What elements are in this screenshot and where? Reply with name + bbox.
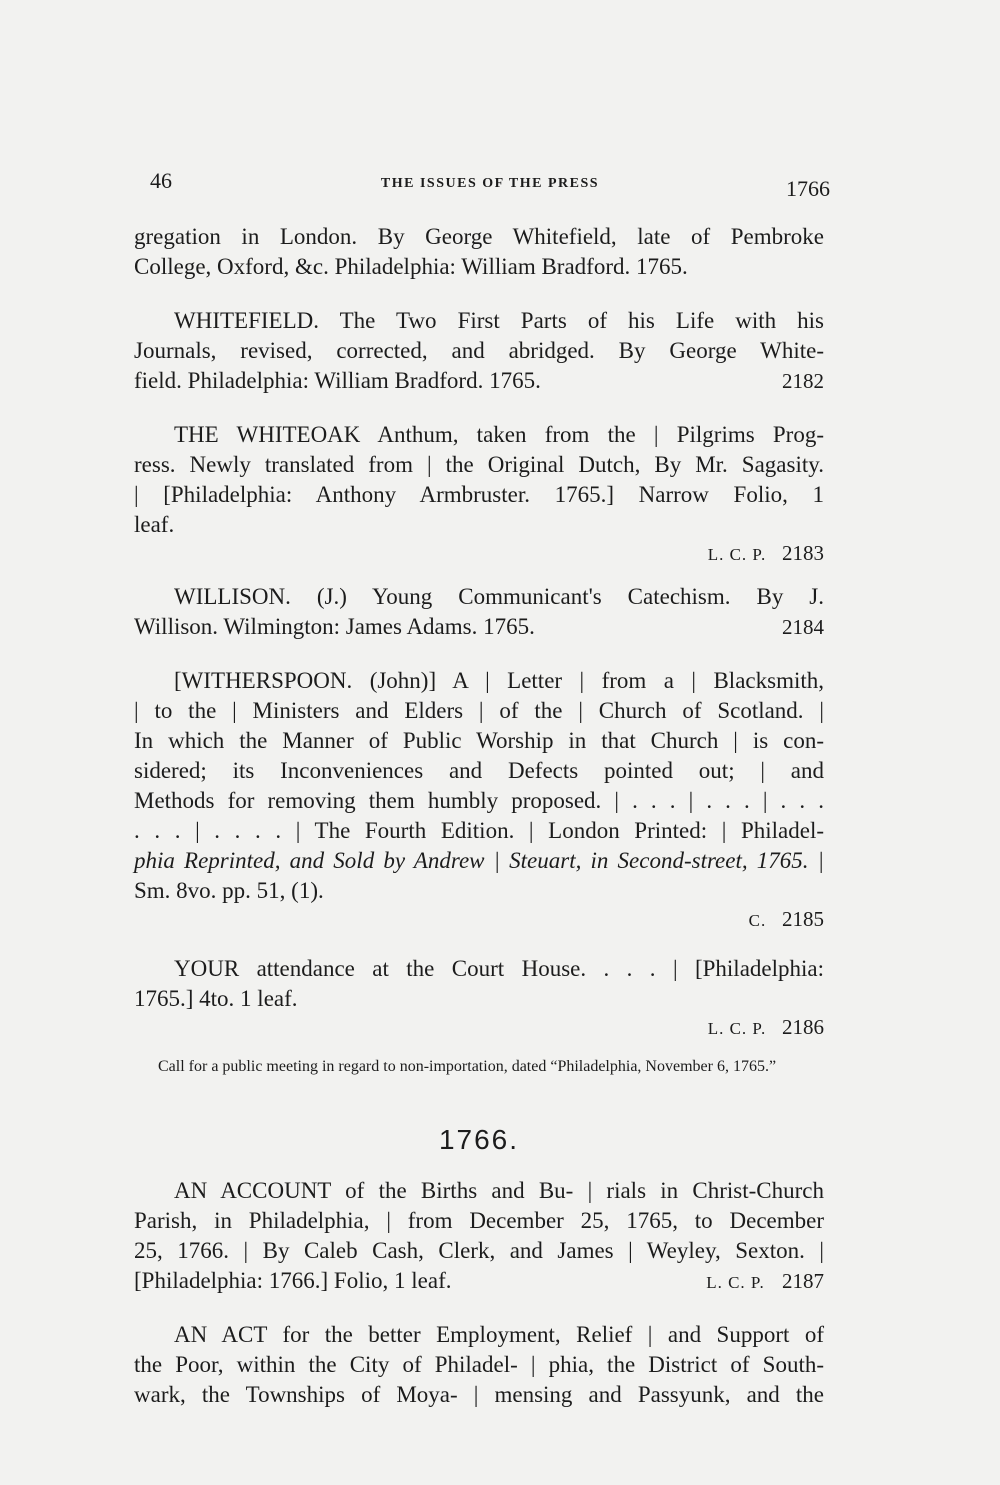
entry-line: THE WHITEOAK Anthum, taken from the | Pilgrims Prog- [174,422,824,447]
location-code: C. [748,911,767,930]
header-year: 1766 [786,176,830,201]
entry-line: AN ACT for the better Employment, Relief | and Support of [174,1322,824,1347]
entry-line: sidered; its Inconveniences and Defects pointed out; | and [134,758,824,783]
entry-line: Journals, revised, corrected, and abridged. By George White- [134,338,824,363]
location-code: L. C. P. [707,1019,767,1038]
entry-2182 [134,306,824,396]
entry-line: AN ACCOUNT of the Births and Bu- | rials in Christ-Church [174,1178,824,1203]
entry-line: | [Philadelphia: Anthony Armbruster. 1765.] Narrow Folio, 1 [134,482,824,507]
entry-line: phia Reprinted, and Sold by Andrew | Steuart, in Second-street, 1765. | [134,848,824,873]
entry-number: 2182 [782,369,824,393]
entry-line: 1765.] 4to. 1 leaf. [134,986,298,1011]
entry-continuation [134,222,824,282]
section-year-heading: 1766. [438,1124,520,1155]
running-title: THE ISSUES OF THE PRESS [380,176,600,191]
entry-line-with-number [134,366,824,396]
entry-line: field. Philadelphia: William Bradford. 1765. [134,368,541,393]
entry-2183 [134,420,824,570]
entry-line: YOUR attendance at the Court House. . . . | [Philadelphia: [174,956,824,981]
entry-line: WHITEFIELD. The Two First Parts of his Life with his [174,308,824,333]
entry-reference [134,1012,824,1044]
entry-line: [Philadelphia: 1766.] Folio, 1 leaf. [134,1268,452,1293]
entry-line: Willison. Wilmington: James Adams. 1765. [134,614,535,639]
entry-line: WILLISON. (J.) Young Communicant's Catechism. By J. [174,584,824,609]
entry-reference [706,1266,824,1298]
entry-line: gregation in London. By George Whitefield, late of Pembroke [134,224,824,249]
entry-line: College, Oxford, &c. Philadelphia: William Bradford. 1765. [134,254,688,279]
entry-act-poor [134,1320,824,1410]
page-body [134,222,824,1410]
entry-line: leaf. [134,512,175,537]
entry-reference [134,904,824,936]
entry-reference [134,538,824,570]
entry-2185 [134,666,824,936]
entry-number: 2187 [782,1269,824,1293]
entry-number: 2184 [782,615,824,639]
entry-line: wark, the Townships of Moya- | mensing and Passyunk, and the [134,1382,824,1407]
entry-note: Call for a public meeting in regard to non-importation, dated “Philadelphia, November 6, 1765.” [158,1058,777,1075]
entry-line-with-number [134,1266,824,1298]
entry-line: [WITHERSPOON. (John)] A | Letter | from a | Blacksmith, [174,668,824,693]
entry-line: ress. Newly translated from | the Original Dutch, By Mr. Sagasity. [134,452,824,477]
page-header [150,166,830,206]
entry-2186 [134,954,824,1078]
entry-number: 2186 [782,1015,824,1039]
location-code: L. C. P. [707,545,767,564]
entry-line: In which the Manner of Public Worship in that Church | is con- [134,728,824,753]
entry-line: Sm. 8vo. pp. 51, (1). [134,878,324,903]
entry-line-with-number [134,612,824,642]
entry-number: 2185 [782,907,824,931]
entry-line: . . . | . . . . | The Fourth Edition. | London Printed: | Philadel- [134,818,824,843]
entry-line: Methods for removing them humbly proposed. | . . . | . . . | . . . [134,788,824,813]
entry-number: 2183 [782,541,824,565]
entry-line: | to the | Ministers and Elders | of the | Church of Scotland. | [134,698,824,723]
location-code: L. C. P. [706,1273,765,1292]
entry-2184 [134,582,824,642]
entry-line: 25, 1766. | By Caleb Cash, Clerk, and James | Weyley, Sexton. | [134,1238,824,1263]
page-number: 46 [150,168,172,193]
entry-2187 [134,1176,824,1298]
entry-line: Parish, in Philadelphia, | from December 25, 1765, to December [134,1208,824,1233]
entry-line: the Poor, within the City of Philadel- | phia, the District of South- [134,1352,824,1377]
